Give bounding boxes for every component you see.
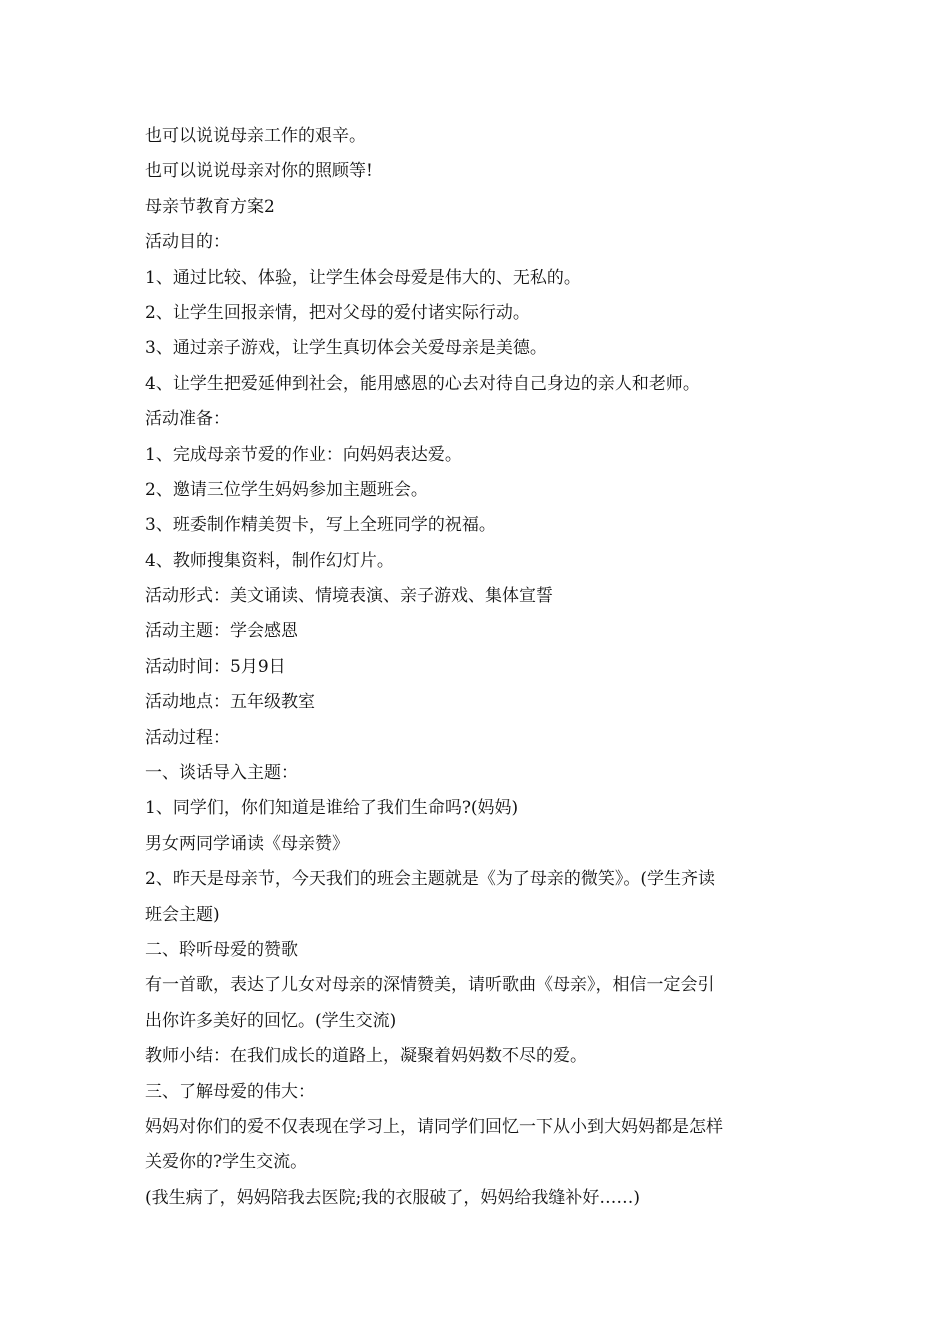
text-line: 妈妈对你们的爱不仅表现在学习上，请同学们回忆一下从小到大妈妈都是怎样 xyxy=(145,1116,723,1137)
section-heading: 一、谈话导入主题： xyxy=(145,763,298,784)
list-item: 3、通过亲子游戏，让学生真切体会关爱母亲是美德。 xyxy=(145,338,547,359)
section-heading: 二、聆听母爱的赞歌 xyxy=(145,939,298,960)
text-line: 也可以说说母亲对你的照顾等! xyxy=(145,161,373,182)
text-line: 有一首歌，表达了儿女对母亲的深情赞美，请听歌曲《母亲》，相信一定会引 xyxy=(145,975,715,996)
document-body xyxy=(145,119,813,1216)
text-line: 也可以说说母亲工作的艰辛。 xyxy=(145,126,366,146)
activity-time: 活动时间：5月9日 xyxy=(145,656,286,677)
text-line: 关爱你的?学生交流。 xyxy=(145,1152,308,1173)
activity-theme: 活动主题：学会感恩 xyxy=(145,621,298,642)
text-line: 2、昨天是母亲节，今天我们的班会主题就是《为了母亲的微笑》。(学生齐读 xyxy=(145,869,715,890)
text-line: 男女两同学诵读《母亲赞》 xyxy=(145,833,349,854)
list-item: 1、通过比较、体验，让学生体会母爱是伟大的、无私的。 xyxy=(145,267,581,288)
text-line: 教师小结：在我们成长的道路上，凝聚着妈妈数不尽的爱。 xyxy=(145,1046,587,1067)
section-heading: 三、了解母爱的伟大： xyxy=(145,1081,315,1102)
list-item: 2、邀请三位学生妈妈参加主题班会。 xyxy=(145,479,428,500)
text-line: 1、同学们，你们知道是谁给了我们生命吗?(妈妈) xyxy=(145,798,519,819)
text-line: 出你许多美好的回忆。(学生交流) xyxy=(145,1010,397,1031)
section-title: 母亲节教育方案2 xyxy=(145,196,275,217)
heading-activity-purpose: 活动目的： xyxy=(145,232,230,253)
text-line: 班会主题) xyxy=(145,904,220,925)
text-line: (我生病了，妈妈陪我去医院;我的衣服破了，妈妈给我缝补好……) xyxy=(145,1187,640,1208)
activity-form: 活动形式：美文诵读、情境表演、亲子游戏、集体宣誓 xyxy=(145,586,553,607)
list-item: 2、让学生回报亲情，把对父母的爱付诸实际行动。 xyxy=(145,302,530,323)
list-item: 3、班委制作精美贺卡，写上全班同学的祝福。 xyxy=(145,515,496,536)
heading-activity-process: 活动过程： xyxy=(145,727,230,748)
activity-location: 活动地点：五年级教室 xyxy=(145,692,315,713)
list-item: 4、教师搜集资料，制作幻灯片。 xyxy=(145,550,394,571)
heading-activity-preparation: 活动准备： xyxy=(145,409,230,430)
list-item: 4、让学生把爱延伸到社会，能用感恩的心去对待自己身边的亲人和老师。 xyxy=(145,373,700,394)
list-item: 1、完成母亲节爱的作业：向妈妈表达爱。 xyxy=(145,444,462,465)
